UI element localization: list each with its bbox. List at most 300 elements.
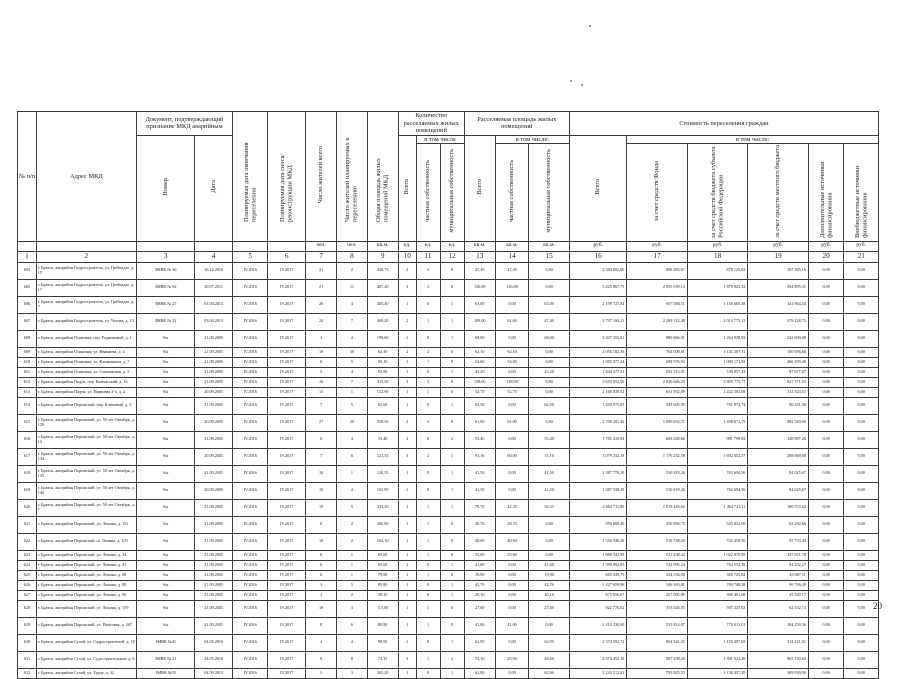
cell-count-total: 1: [398, 634, 416, 651]
cell-residents-planned: 1: [337, 560, 367, 570]
cell-residents-planned: 4: [337, 330, 367, 347]
cell-residents: 4: [305, 634, 336, 651]
cell-count-municipal: 1: [440, 482, 464, 499]
cell-num: 631: [18, 651, 37, 668]
cell-extra: 0,00: [808, 533, 843, 550]
cell-planned-demolish: IV.2017: [268, 387, 306, 397]
cell-total-area: 200,00: [367, 516, 398, 533]
cell-area-total: 62,95: [464, 634, 495, 651]
cell-address: г. Братск, жилрайон Порожский, ул. Ленина, д. 89: [36, 580, 136, 590]
cell-count-municipal: 2: [440, 431, 464, 448]
table-row: [18, 330, 879, 347]
cell-count-municipal: 0: [440, 347, 464, 357]
cell-residents: 16: [305, 377, 336, 387]
cell-num: 624: [18, 560, 37, 570]
cell-regional: 1 009 171,93: [687, 357, 748, 367]
cell-cost-total: 1 387 778,39: [569, 465, 626, 482]
cell-regional: 742 458,56: [687, 533, 748, 550]
cell-num: 612: [18, 377, 37, 387]
cell-area-total: 28,70: [464, 516, 495, 533]
cell-total-area: 113,00: [367, 600, 398, 617]
scan-speck: [570, 80, 572, 82]
cell-cost-total: 1 356 946,26: [569, 533, 626, 550]
cell-nonbudget: 0,00: [844, 279, 879, 296]
cell-area-municipal: 41,60: [529, 560, 570, 570]
table-row: [18, 550, 879, 560]
cell-nonbudget: 0,00: [844, 499, 879, 516]
cell-cost-total: 3 797 169,23: [569, 313, 626, 330]
cell-planned-demolish: IV.2017: [268, 347, 306, 357]
cell-total-area: 165,99: [367, 482, 398, 499]
cell-planned-demolish: IV.2017: [268, 516, 306, 533]
unit-cell: кв.м.: [367, 241, 398, 251]
cell-num: 617: [18, 448, 37, 465]
cell-num: 611: [18, 367, 37, 377]
cell-num: 607: [18, 313, 37, 330]
cell-count-private: 1: [416, 570, 440, 580]
cell-count-private: 0: [416, 560, 440, 570]
cell-cost-total: 2 056 182,36: [569, 347, 626, 357]
cell-address: г. Братск, жилрайон Падун, ул. Парковая 2-я, д. 2: [36, 387, 136, 397]
cell-extra: 0,00: [808, 499, 843, 516]
cell-total-area: 80,90: [367, 617, 398, 634]
cell-doc-number: б/н: [136, 516, 194, 533]
cell-local: 312 524,51: [748, 387, 809, 397]
cell-planned-end: IV.2016: [232, 330, 267, 347]
cell-area-private: 55,60: [495, 550, 528, 560]
cell-address: г. Братск, жилрайон Порожский, ул. 50 лет Октября, д. 140: [36, 482, 136, 499]
cell-extra: 0,00: [808, 262, 843, 279]
cell-local: 97 677,07: [748, 367, 809, 377]
cell-count-municipal: 0: [440, 533, 464, 550]
cell-residents-planned: 7: [337, 313, 367, 330]
cell-planned-end: IV.2016: [232, 313, 267, 330]
table-row: [18, 482, 879, 499]
cell-area-municipal: 41,50: [529, 465, 570, 482]
cell-doc-number: б/н: [136, 482, 194, 499]
cell-nonbudget: 0,00: [844, 397, 879, 414]
cell-extra: 0,00: [808, 279, 843, 296]
cell-count-private: 1: [416, 313, 440, 330]
cell-residents: 10: [305, 482, 336, 499]
col-address-header: Адрес МКД: [36, 112, 136, 242]
table-row: [18, 262, 879, 279]
cell-residents: 3: [305, 580, 336, 590]
cell-area-municipal: 53,40: [529, 431, 570, 448]
col-cost-total-header: Всего: [569, 135, 626, 241]
cell-doc-number: б/н: [136, 570, 194, 580]
column-number: 5: [232, 251, 267, 262]
cell-num: 613: [18, 387, 37, 397]
cell-area-municipal: 41,50: [529, 482, 570, 499]
cell-area-total: 47,40: [464, 262, 495, 279]
cell-residents-planned: 3: [337, 668, 367, 678]
cell-planned-demolish: IV.2017: [268, 580, 306, 590]
cell-cost-total: 3 079 232,18: [569, 448, 626, 465]
cell-count-private: 0: [416, 580, 440, 590]
cell-residents-planned: 2: [337, 516, 367, 533]
table-row: [18, 516, 879, 533]
cell-count-total: 3: [398, 651, 416, 668]
cell-count-private: 2: [416, 448, 440, 465]
cell-area-total: 41,60: [464, 560, 495, 570]
cell-residents-planned: 1: [337, 465, 367, 482]
cell-total-area: 415,50: [367, 377, 398, 387]
cell-residents-planned: 5: [337, 397, 367, 414]
column-number: 14: [495, 251, 528, 262]
cell-planned-end: IV.2016: [232, 367, 267, 377]
cell-doc-date: 21.09.2005: [195, 377, 233, 387]
column-number: 17: [627, 251, 688, 262]
table-row: [18, 617, 879, 634]
cell-planned-end: IV.2016: [232, 397, 267, 414]
cell-residents: 6: [305, 560, 336, 570]
cell-doc-number: ЗМВК № 32: [136, 313, 194, 330]
cell-regional: 2 014 775,12: [687, 313, 748, 330]
cell-doc-number: б/н: [136, 397, 194, 414]
cell-residents-planned: 2: [337, 590, 367, 600]
cell-nonbudget: 0,00: [844, 367, 879, 377]
cell-residents-planned: 5: [337, 357, 367, 367]
cell-residents: 26: [305, 296, 336, 313]
cell-fund: 806 283,67: [627, 262, 688, 279]
cell-num: 610: [18, 357, 37, 367]
table-row: [18, 560, 879, 570]
cell-num: 609: [18, 347, 37, 357]
cell-local: 62 532,74: [748, 600, 809, 617]
cell-regional: 1 692 652,57: [687, 448, 748, 465]
cell-planned-end: IV.2016: [232, 516, 267, 533]
cell-doc-number: б/н: [136, 550, 194, 560]
cell-extra: 0,00: [808, 516, 843, 533]
cell-fund: 2 955 039,13: [627, 279, 688, 296]
cell-count-municipal: 1: [440, 313, 464, 330]
cell-total-area: 407,20: [367, 279, 398, 296]
cell-residents: 6: [305, 431, 336, 448]
cell-extra: 0,00: [808, 313, 843, 330]
cell-regional: 1 464 741,11: [687, 499, 748, 516]
cell-local: 125 931,78: [748, 550, 809, 560]
cell-planned-demolish: IV.2017: [268, 668, 306, 678]
cell-count-municipal: 0: [440, 414, 464, 431]
units-row: [18, 241, 879, 251]
cell-fund: 2 020 646,23: [627, 377, 688, 387]
cell-local: 120 987,26: [748, 431, 809, 448]
cell-doc-number: ЗМВК № 21: [136, 651, 194, 668]
cell-planned-end: IV.2016: [232, 550, 267, 560]
cell-area-private: 41,00: [495, 617, 528, 634]
cell-area-total: 42,70: [464, 580, 495, 590]
cell-residents: 27: [305, 414, 336, 431]
cell-nonbudget: 0,00: [844, 570, 879, 580]
cell-area-private: 0,00: [495, 634, 528, 651]
cell-area-total: 53,40: [464, 431, 495, 448]
cell-count-private: 1: [416, 651, 440, 668]
page-number: 20: [873, 601, 882, 611]
column-number: 4: [195, 251, 233, 262]
cell-address: г. Братск, жилрайон Порожский, ул. Ленина, д. 101: [36, 516, 136, 533]
column-number: 1: [18, 251, 37, 262]
column-number: 6: [268, 251, 306, 262]
cell-area-private: 62,10: [495, 347, 528, 357]
cell-count-total: 3: [398, 448, 416, 465]
cell-area-private: 0,00: [495, 482, 528, 499]
cell-regional: 1 150 457,29: [687, 668, 748, 678]
resettlement-table-wrap: [17, 111, 879, 679]
cell-address: г. Братск, жилрайон Порожский, ул. Ленина, д. 41: [36, 560, 136, 570]
cell-residents-planned: 1: [337, 570, 367, 580]
cell-planned-demolish: IV.2017: [268, 634, 306, 651]
cell-regional: 781 072,74: [687, 397, 748, 414]
cell-local: 865 150,63: [748, 651, 809, 668]
cell-area-private: 0,00: [495, 296, 528, 313]
cell-nonbudget: 0,00: [844, 330, 879, 347]
cell-count-private: 0: [416, 590, 440, 600]
col-doc-date-header: Дата: [195, 135, 233, 241]
cell-cost-total: 1 390 992,85: [569, 560, 626, 570]
cell-area-total: 55,60: [464, 550, 495, 560]
cell-address: г. Братск, жилрайон Порожский, ул. 50 лет Октября, д. 134: [36, 448, 136, 465]
cell-area-municipal: 0,00: [529, 533, 570, 550]
cell-area-total: 41,50: [464, 482, 495, 499]
column-number: 15: [529, 251, 570, 262]
cell-num: 615: [18, 414, 37, 431]
cell-doc-number: ЗМВК № 27: [136, 296, 194, 313]
cell-doc-date: 21.09.2005: [195, 590, 233, 600]
cell-cost-total: 922 776,62: [569, 600, 626, 617]
cell-total-area: 120,35: [367, 465, 398, 482]
cell-doc-number: б/н: [136, 367, 194, 377]
cell-regional: 1 022 870,95: [687, 550, 748, 560]
table-row: [18, 397, 879, 414]
cell-area-total: 68,00: [464, 330, 495, 347]
cell-total-area: 53,40: [367, 431, 398, 448]
unit-cell: кв.м.: [495, 241, 528, 251]
cell-address: г. Братск, жилрайон Падун, пер. Камчатский, д. 16: [36, 377, 136, 387]
cell-cost-total: 1 427 659,96: [569, 580, 626, 590]
cell-count-private: 1: [416, 550, 440, 560]
cell-count-total: 1: [398, 550, 416, 560]
cell-count-private: 0: [416, 367, 440, 377]
cell-num: 630: [18, 634, 37, 651]
cell-num: 626: [18, 580, 37, 590]
cell-planned-end: IV.2016: [232, 482, 267, 499]
count-group-header: Количество расселяемых жилых помещений: [398, 112, 464, 136]
cell-regional: 1 264 938,93: [687, 330, 748, 347]
cell-count-municipal: 0: [440, 516, 464, 533]
cell-total-area: 164,10: [367, 533, 398, 550]
cell-area-municipal: 36,35: [529, 499, 570, 516]
table-row: [18, 313, 879, 330]
cell-count-municipal: 1: [440, 448, 464, 465]
cell-address: г. Братск, жилрайон Гидростроитель, ул. Гребнадзе, д. 7: [36, 296, 136, 313]
cell-fund: 353 026,05: [627, 600, 688, 617]
cell-area-private: 42,35: [495, 499, 528, 516]
cell-doc-number: б/н: [136, 590, 194, 600]
cell-address: г. Братск, жилрайон Порожский, ул. Ленина, д. 159: [36, 600, 136, 617]
cell-nonbudget: 0,00: [844, 347, 879, 357]
cell-doc-number: ЗМВК № 46: [136, 262, 194, 279]
cell-fund: 1 090 654,71: [627, 414, 688, 431]
cell-fund: 683 028,66: [627, 431, 688, 448]
cell-area-municipal: 47,40: [529, 313, 570, 330]
cell-count-municipal: 0: [440, 357, 464, 367]
cell-local: 542 090,09: [748, 330, 809, 347]
cell-count-private: 1: [416, 533, 440, 550]
cell-doc-date: 21.09.2005: [195, 397, 233, 414]
cell-nonbudget: 0,00: [844, 533, 879, 550]
cell-num: 621: [18, 516, 37, 533]
cell-extra: 0,00: [808, 580, 843, 590]
cell-planned-demolish: IV.2017: [268, 617, 306, 634]
cell-residents-planned: 4: [337, 367, 367, 377]
cell-nonbudget: 0,00: [844, 550, 879, 560]
cell-regional: 878 125,83: [687, 262, 748, 279]
cell-nonbudget: 0,00: [844, 560, 879, 570]
cell-doc-date: 21.09.2005: [195, 367, 233, 377]
cell-doc-date: 21.09.2005: [195, 465, 233, 482]
cell-cost-total: 665 549,79: [569, 570, 626, 580]
cell-nonbudget: 0,00: [844, 516, 879, 533]
cell-planned-end: IV.2016: [232, 600, 267, 617]
cell-planned-end: IV.2016: [232, 377, 267, 387]
cell-doc-number: б/н: [136, 580, 194, 590]
cell-doc-number: б/н: [136, 377, 194, 387]
col-fund-header: за счет средств Фонда: [627, 144, 688, 242]
cell-nonbudget: 0,00: [844, 600, 879, 617]
cell-count-total: 2: [398, 313, 416, 330]
cell-fund: 764 008,61: [627, 347, 688, 357]
cell-regional: 1 301 922,29: [687, 651, 748, 668]
cell-cost-total: 1 387 538,39: [569, 482, 626, 499]
area-incl-header: в том числе:: [495, 135, 569, 144]
cell-fund: 552 913,51: [627, 367, 688, 377]
cell-doc-date: 20.09.2005: [195, 448, 233, 465]
cell-count-private: 0: [416, 397, 440, 414]
cell-area-municipal: 68,00: [529, 330, 570, 347]
cell-cost-total: 1 410 230,00: [569, 617, 626, 634]
unit-cell: ед.: [416, 241, 440, 251]
cell-count-total: 2: [398, 347, 416, 357]
cell-local: 63 292,66: [748, 516, 809, 533]
cell-extra: 0,00: [808, 590, 843, 600]
cell-planned-demolish: IV.2017: [268, 448, 306, 465]
cell-doc-number: б/н: [136, 617, 194, 634]
cell-address: г. Братск, жилрайон Сухой, ул. Гидростроителей, д. 18: [36, 634, 136, 651]
cell-planned-demolish: IV.2017: [268, 570, 306, 580]
cell-doc-date: 01.04.2013: [195, 296, 233, 313]
cell-area-total: 91,16: [464, 448, 495, 465]
cell-residents: 3: [305, 330, 336, 347]
cell-count-municipal: 1: [440, 296, 464, 313]
cell-count-municipal: 0: [440, 377, 464, 387]
table-row: [18, 533, 879, 550]
cell-count-private: 3: [416, 377, 440, 387]
cell-area-private: 136,00: [495, 279, 528, 296]
cell-area-private: 0,00: [495, 465, 528, 482]
column-number: 7: [305, 251, 336, 262]
cell-doc-number: б/н: [136, 414, 194, 431]
cell-count-private: 0: [416, 330, 440, 347]
cell-planned-demolish: IV.2017: [268, 651, 306, 668]
cell-count-private: 3: [416, 279, 440, 296]
cell-extra: 0,00: [808, 465, 843, 482]
cell-nonbudget: 0,00: [844, 357, 879, 367]
cell-doc-date: 20.09.2005: [195, 414, 233, 431]
cell-fund: 546 163,81: [627, 580, 688, 590]
cell-area-total: 138,00: [464, 377, 495, 387]
cell-local: 313 121,51: [748, 634, 809, 651]
cell-area-municipal: 62,00: [529, 668, 570, 678]
cell-planned-end: IV.2016: [232, 634, 267, 651]
cell-address: г. Братск, жилрайон Порожский, ул. Пихтовая, д. 267: [36, 617, 136, 634]
scan-speck: [581, 84, 583, 86]
col-area-municipal-header: муниципальная собственность: [529, 144, 570, 242]
cell-fund: 793 825,53: [627, 668, 688, 678]
cell-planned-demolish: IV.2017: [268, 499, 306, 516]
cell-area-municipal: 63,00: [529, 296, 570, 313]
cell-fund: 1 019 426,63: [627, 499, 688, 516]
cell-area-private: 0,00: [495, 600, 528, 617]
cell-doc-date: 20.09.2005: [195, 387, 233, 397]
table-row: [18, 387, 879, 397]
cell-count-private: 1: [416, 499, 440, 516]
cell-regional: 762 694,56: [687, 482, 748, 499]
cell-address: г. Братск, жилрайон Гидростроитель, ул. Чехова, д. 13: [36, 313, 136, 330]
cell-planned-demolish: IV.2017: [268, 296, 306, 313]
cell-nonbudget: 0,00: [844, 387, 879, 397]
cell-area-private: 0,00: [495, 590, 528, 600]
cell-count-total: 1: [398, 533, 416, 550]
cell-total-area: 152,90: [367, 387, 398, 397]
cell-planned-end: IV.2016: [232, 262, 267, 279]
cell-num: 616: [18, 431, 37, 448]
cell-local: 95 733,43: [748, 533, 809, 550]
unit-cell: кв.м.: [464, 241, 495, 251]
cell-planned-demolish: IV.2017: [268, 357, 306, 367]
cell-count-private: 0: [416, 296, 440, 313]
col-count-municipal-header: муниципальная собственность: [440, 144, 464, 242]
cell-address: г. Братск, жилрайон Порожский, ul. Ленина, д. 103: [36, 533, 136, 550]
cell-num: 604: [18, 262, 37, 279]
cell-residents: 5: [305, 668, 336, 678]
cell-area-total: 43,20: [464, 367, 495, 377]
cell-total-area: 196,60: [367, 330, 398, 347]
cell-area-total: 109,00: [464, 313, 495, 330]
cell-regional: 1 408 672,75: [687, 414, 748, 431]
col-regional-header: за счет средств бюджета субъекта Российской Федерации: [687, 144, 748, 242]
cell-doc-date: 16.12.2010: [195, 262, 233, 279]
cell-planned-end: IV.2016: [232, 357, 267, 367]
cell-fund: 2 299 312,40: [627, 313, 688, 330]
cell-extra: 0,00: [808, 377, 843, 387]
cell-regional: 981 799,92: [687, 431, 748, 448]
cell-total-area: 469,20: [367, 313, 398, 330]
cell-regional: 1 155 497,65: [687, 634, 748, 651]
cost-group-header: Стоимость переселения граждан: [569, 112, 878, 136]
unit-cell: чел.: [337, 241, 367, 251]
cell-planned-end: IV.2016: [232, 580, 267, 590]
unit-cell: [36, 241, 136, 251]
col-area-total-header: Всего: [464, 135, 495, 241]
table-body: [18, 262, 879, 678]
cell-count-total: 1: [398, 600, 416, 617]
cell-residents: 5: [305, 367, 336, 377]
column-numbers-row: [18, 251, 879, 262]
cell-residents: 19: [305, 499, 336, 516]
cell-fund: 535 814,07: [627, 617, 688, 634]
cell-local: 266 109,40: [748, 357, 809, 367]
